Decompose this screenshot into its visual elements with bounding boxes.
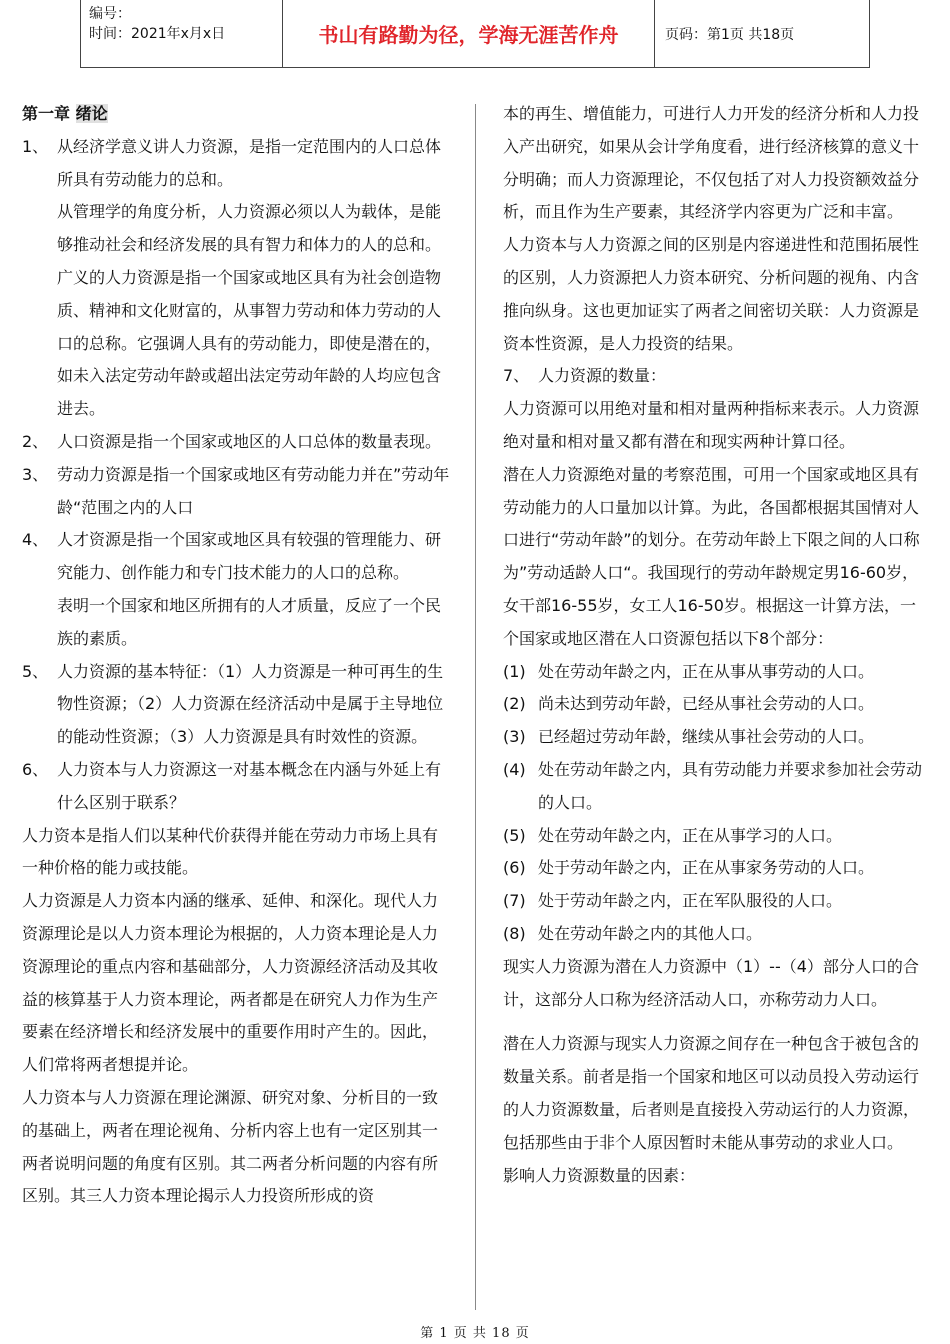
paragraph: 影响人力资源数量的因素：: [503, 1165, 696, 1185]
list-item-5: 5、 人力资源的基本特征：（1）人力资源是一种可再生的生物性资源；（2）人力资源在经济活动中是属于主导地位的能动性资源；（3）人力资源是具有时效性的资源。: [22, 661, 444, 747]
header-meta: [81, 0, 283, 67]
page-footer: 第 1 页 共 18 页: [420, 1326, 530, 1341]
list-item: (1) 处在劳动年龄之内，正在从事从事劳动的人口。: [503, 661, 875, 681]
left-column: [22, 98, 450, 1213]
paragraph: 人力资本是指人们以某种代价获得并能在劳动力市场上具有一种价格的能力或技能。: [22, 825, 439, 878]
list-item: (8) 处在劳动年龄之内的其他人口。: [503, 923, 763, 943]
right-column: [503, 98, 931, 1192]
document-time: 时间：2021年x月x日: [89, 26, 226, 42]
document-number-label: 编号：: [89, 6, 131, 22]
list-item: (6) 处于劳动年龄之内，正在从事家务劳动的人口。: [503, 858, 875, 878]
list-item: (7) 处于劳动年龄之内，正在军队服役的人口。: [503, 891, 843, 911]
list-item-7: 7、 人力资源的数量：: [503, 366, 667, 386]
paragraph: 潜在人力资源与现实人力资源之间存在一种包含于被包含的数量关系。前者是指一个国家和地区可以动员投入劳动运行的人力资源数量，后者则是直接投入劳动运行的人力资源，包括那些由于非个人原因暂时未能从事劳动的求业人口。: [503, 1034, 920, 1152]
paragraph: 本的再生、增值能力，可进行人力开发的经济分析和人力投入产出研究，如果从会计学角度看，进行经济核算的意义十分明确；而人力资源理论，不仅包括了对人力投资额效益分析，而且作为生产要素，其经济学内容更为广泛和丰富。: [503, 104, 920, 222]
header-motto: 书山有路勤为径，学海无涯苦作舟: [283, 0, 655, 67]
paragraph: 现实人力资源为潜在人力资源中（1）--（4）部分人口的合计，这部分人口称为经济活动人口，亦称劳动力人口。: [503, 956, 919, 1009]
list-item: (5) 处在劳动年龄之内，正在从事学习的人口。: [503, 825, 843, 845]
header-page-number: 页码：第1页 共18页: [665, 26, 795, 43]
paragraph: 人力资本与人力资源在理论渊源、研究对象、分析目的一致的基础上，两者在理论视角、分析内容上也有一定区别其一两者说明问题的角度有区别。其二两者分析问题的内容有所区别。其三人力资本理论揭示人力投资所形成的资: [22, 1087, 439, 1206]
list-item-2: 2、 人口资源是指一个国家或地区的人口总体的数量表现。: [22, 431, 442, 451]
paragraph: 广义的人力资源是指一个国家或地区具有为社会创造物质、精神和文化财富的，从事智力劳动和体力劳动的人口的总称。它强调人具有的劳动能力，即使是潜在的，如未入法定劳动年龄或超出法定劳动年龄的人均应包含进去。: [57, 267, 442, 419]
list-item: (2) 尚未达到劳动年龄，已经从事社会劳动的人口。: [503, 694, 875, 714]
list-item-1: 1、 从经济学意义讲人力资源，是指一定范围内的人口总体所具有劳动能力的总和。: [22, 136, 442, 189]
list-item-3: 3、 劳动力资源是指一个国家或地区有劳动能力并在”劳动年龄“范围之内的人口: [22, 464, 450, 517]
column-divider: [475, 104, 476, 1310]
list-item-6: 6、 人力资本与人力资源这一对基本概念在内涵与外延上有什么区别于联系？: [22, 759, 442, 812]
list-item: (3) 已经超过劳动年龄，继续从事社会劳动的人口。: [503, 727, 875, 747]
paragraph: 潜在人力资源绝对量的考察范围，可用一个国家或地区具有劳动能力的人口量加以计算。为此，各国都根据其国情对人口进行“劳动年龄”的划分。在劳动年龄上下限之间的人口称为”劳动适龄人口“。我国现行的劳动年龄规定男16-60岁，女干部16-55岁，女工人16-50岁。根据这一计算方法，一个国家或地区潜在人口资源包括以下8个部分：: [503, 464, 920, 648]
chapter-number: 第一章: [22, 104, 71, 123]
paragraph: 从管理学的角度分析，人力资源必须以人为载体，是能够推动社会和经济发展的具有智力和体力的人的总和。: [57, 202, 442, 255]
list-item: (4) 处在劳动年龄之内，具有劳动能力并要求参加社会劳动的人口。: [503, 759, 923, 812]
paragraph: 人力资源是人力资本内涵的继承、延伸、和深化。现代人力资源理论是以人力资本理论为根据的，人力资本理论是人力资源理论的重点内容和基础部分，人力资源经济活动及其收益的核算基于人力资本理论，两者都是在研究人力作为生产要素在经济增长和经济发展中的重要作用时产生的。因此，人们常将两者想提并论。: [22, 891, 439, 1075]
chapter-title: 绪论: [75, 104, 108, 123]
list-item-4: 4、 人才资源是指一个国家或地区具有较强的管理能力、研究能力、创作能力和专门技术能力的人口的总称。: [22, 530, 442, 583]
paragraph: 人力资源可以用绝对量和相对量两种指标来表示。人力资源绝对量和相对量又都有潜在和现实两种计算口径。: [503, 399, 920, 451]
chapter-heading: [22, 98, 450, 131]
paragraph: 表明一个国家和地区所拥有的人才质量，反应了一个民族的素质。: [57, 595, 442, 648]
page-header: [80, 0, 870, 68]
paragraph: 人力资本与人力资源之间的区别是内容递进性和范围拓展性的区别，人力资源把人力资本研究、分析问题的视角、内含推向纵身。这也更加证实了两者之间密切关联：人力资源是资本性资源，是人力投资的结果。: [503, 235, 920, 353]
spacer: [503, 1016, 931, 1028]
